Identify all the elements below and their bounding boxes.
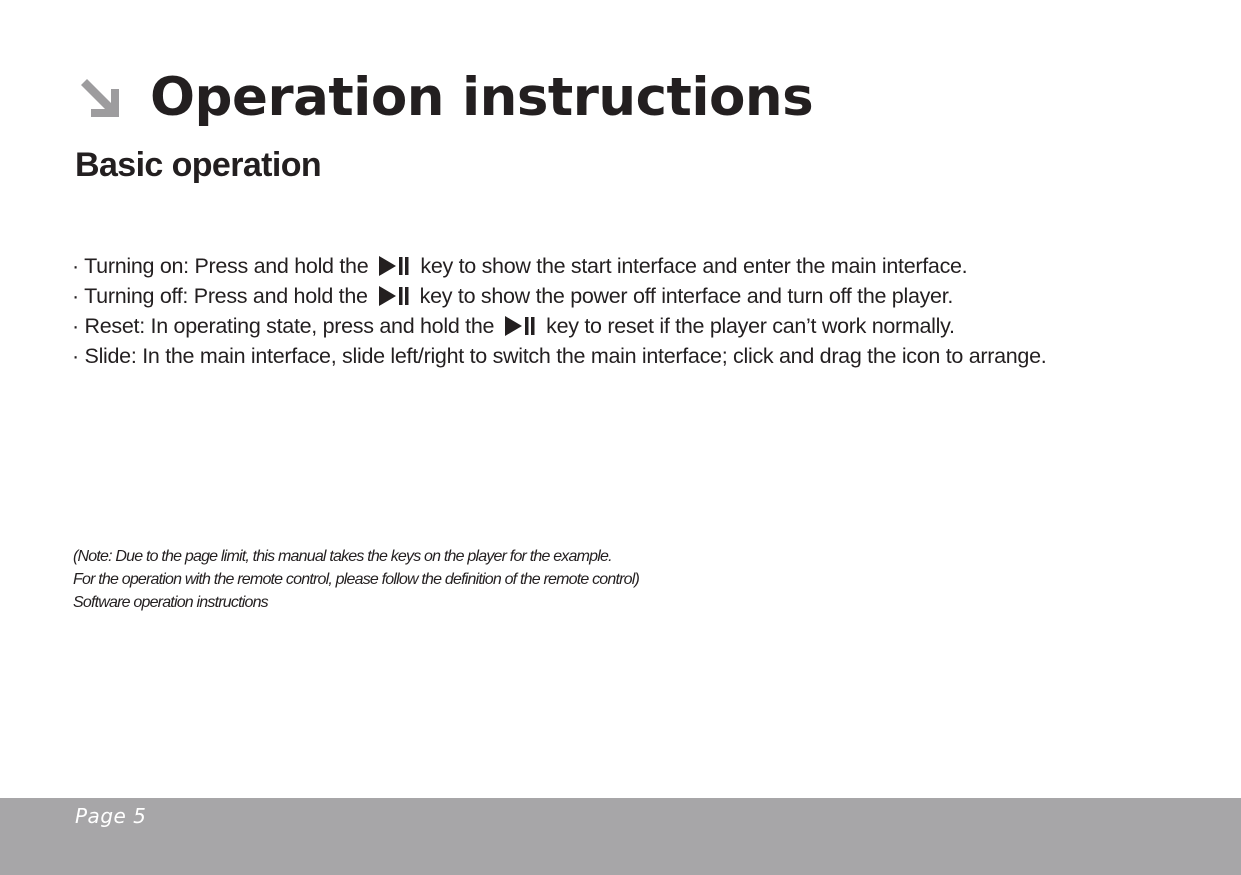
play-pause-icon	[504, 315, 536, 337]
note-line: For the operation with the remote control, please follow the definition of the remote control)	[73, 571, 640, 588]
list-item-slide	[72, 341, 1046, 371]
instruction-text: · Slide: In the main interface, slide left/right to switch the main interface; click and drag the icon to arrange.	[72, 344, 1047, 368]
section-heading: Basic operation	[75, 146, 322, 184]
instruction-text: key to show the power off interface and turn off the player.	[419, 284, 954, 308]
note-line: Software operation instructions	[73, 594, 268, 611]
footer-bar	[0, 798, 1241, 875]
instruction-text: key to reset if the player can’t work normally.	[546, 314, 955, 338]
page-number: Page 5	[75, 804, 147, 828]
instruction-text: · Reset: In operating state, press and hold the	[72, 314, 495, 338]
title-row	[78, 62, 813, 132]
list-item-reset	[72, 311, 1046, 341]
arrow-down-right-icon	[78, 76, 120, 118]
note-block	[73, 545, 639, 614]
instruction-list	[72, 251, 1046, 371]
note-line: (Note: Due to the page limit, this manual takes the keys on the player for the example.	[73, 548, 612, 565]
list-item-turning-on	[72, 251, 1046, 281]
list-item-turning-off	[72, 281, 1046, 311]
page-title: Operation instructions	[150, 66, 814, 128]
instruction-text: key to show the start interface and enter the main interface.	[420, 254, 968, 278]
instruction-text: · Turning on: Press and hold the	[72, 254, 369, 278]
play-pause-icon	[378, 255, 410, 277]
instruction-text: · Turning off: Press and hold the	[72, 284, 368, 308]
play-pause-icon	[378, 285, 410, 307]
